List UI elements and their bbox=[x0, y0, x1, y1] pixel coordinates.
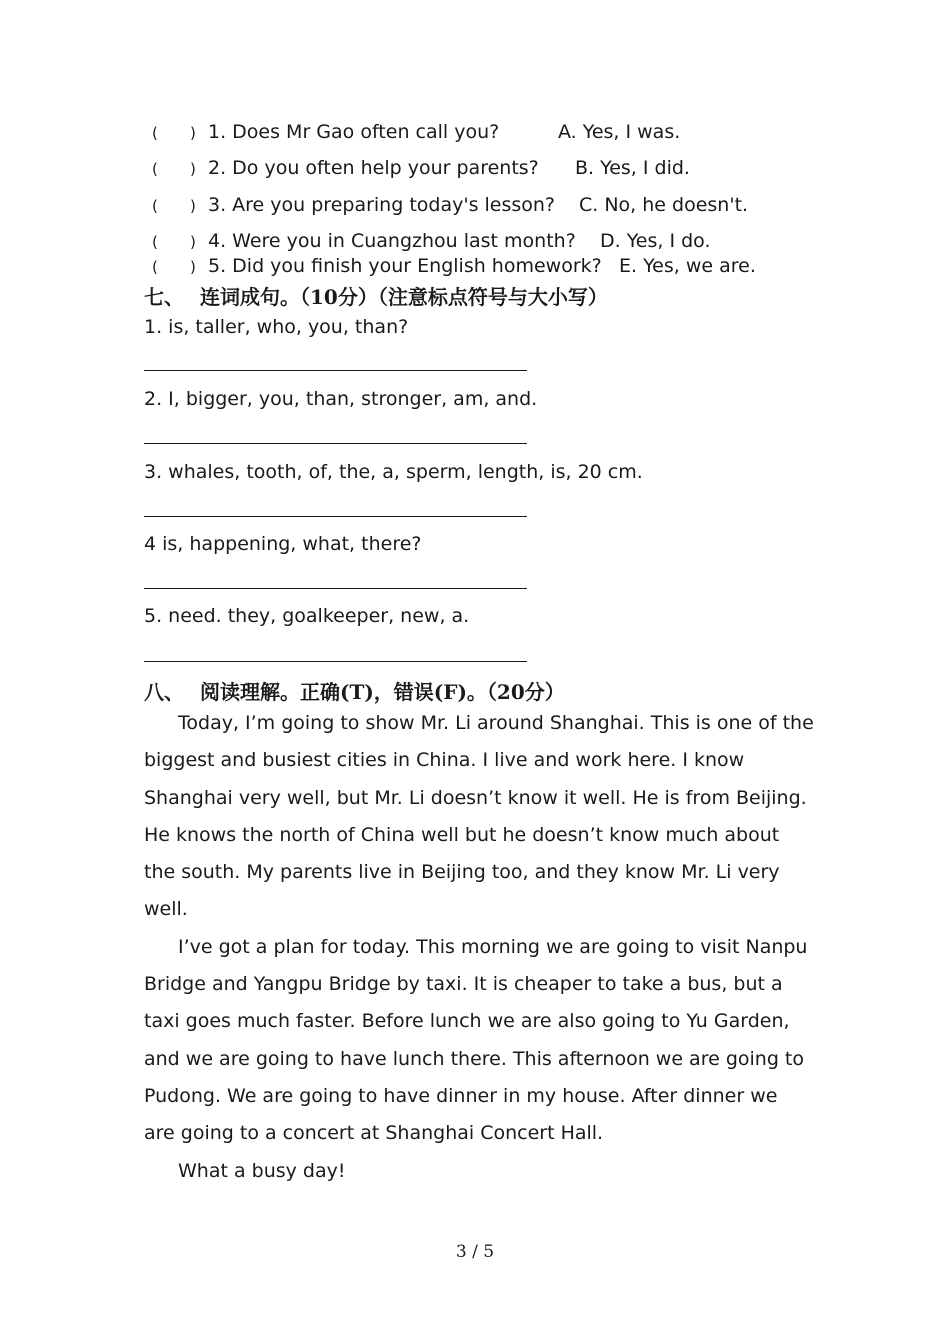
answer-bracket: ( ) bbox=[152, 124, 196, 142]
answer-line[interactable] bbox=[144, 661, 527, 662]
sentence-prompt: 2. I, bigger, you, than, stronger, am, and. bbox=[144, 388, 538, 410]
matching-answer: C. No, he doesn't. bbox=[579, 194, 749, 216]
answer-line[interactable] bbox=[144, 370, 527, 371]
reading-passage bbox=[144, 705, 814, 1190]
answer-line[interactable] bbox=[144, 443, 527, 444]
matching-row bbox=[152, 194, 555, 216]
matching-answer: D. Yes, I do. bbox=[600, 230, 711, 252]
matching-question: 5. Did you finish your English homework? bbox=[208, 255, 602, 277]
sentence-prompt: 5. need. they, goalkeeper, new, a. bbox=[144, 605, 470, 627]
answer-bracket: ( ) bbox=[152, 233, 196, 251]
passage-paragraph: Today, I’m going to show Mr. Li around Shanghai. This is one of the biggest and busiest cities in China. I live and work here. I know Shanghai very well, but Mr. Li doesn’t know it well. He is from Beijing. He knows the north of China well but he doesn’t know much about the south. My parents live in Beijing too, and they know Mr. Li very well. bbox=[144, 712, 814, 921]
answer-bracket: ( ) bbox=[152, 197, 196, 215]
passage-paragraph: I’ve got a plan for today. This morning we are going to visit Nanpu Bridge and Yangpu Bridge by taxi. It is cheaper to take a bus, but a taxi goes much faster. Before lunch we are also going to Yu Garden, and we are going to have lunch there. This afternoon we are going to Pudong. We are going to have dinner in my house. After dinner we are going to a concert at Shanghai Concert Hall. bbox=[144, 935, 808, 1145]
matching-row bbox=[152, 121, 499, 143]
page-number: 3 / 5 bbox=[455, 1242, 495, 1262]
matching-answer: A. Yes, I was. bbox=[558, 121, 681, 143]
sentence-prompt: 3. whales, tooth, of, the, a, sperm, length, is, 20 cm. bbox=[144, 461, 643, 483]
matching-answer: E. Yes, we are. bbox=[619, 255, 756, 277]
answer-line[interactable] bbox=[144, 588, 527, 589]
matching-row bbox=[152, 230, 576, 252]
matching-question: 4. Were you in Cuangzhou last month? bbox=[208, 230, 576, 252]
matching-question: 1. Does Mr Gao often call you? bbox=[208, 121, 500, 143]
sentence-prompt: 4 is, happening, what, there? bbox=[144, 533, 422, 555]
matching-answer: B. Yes, I did. bbox=[575, 157, 690, 179]
matching-question: 3. Are you preparing today's lesson? bbox=[208, 194, 556, 216]
matching-question: 2. Do you often help your parents? bbox=[208, 157, 539, 179]
section-8-heading: 八、 阅读理解。正确(T)，错误(F)。（20分） bbox=[144, 680, 565, 704]
matching-row bbox=[152, 157, 539, 179]
section-7-heading: 七、 连词成句。（10分）（注意标点符号与大小写） bbox=[144, 285, 608, 309]
passage-paragraph: What a busy day! bbox=[178, 1159, 346, 1182]
answer-line[interactable] bbox=[144, 516, 527, 517]
matching-row bbox=[152, 255, 602, 277]
answer-bracket: ( ) bbox=[152, 160, 196, 178]
sentence-prompt: 1. is, taller, who, you, than? bbox=[144, 316, 409, 338]
answer-bracket: ( ) bbox=[152, 258, 196, 276]
